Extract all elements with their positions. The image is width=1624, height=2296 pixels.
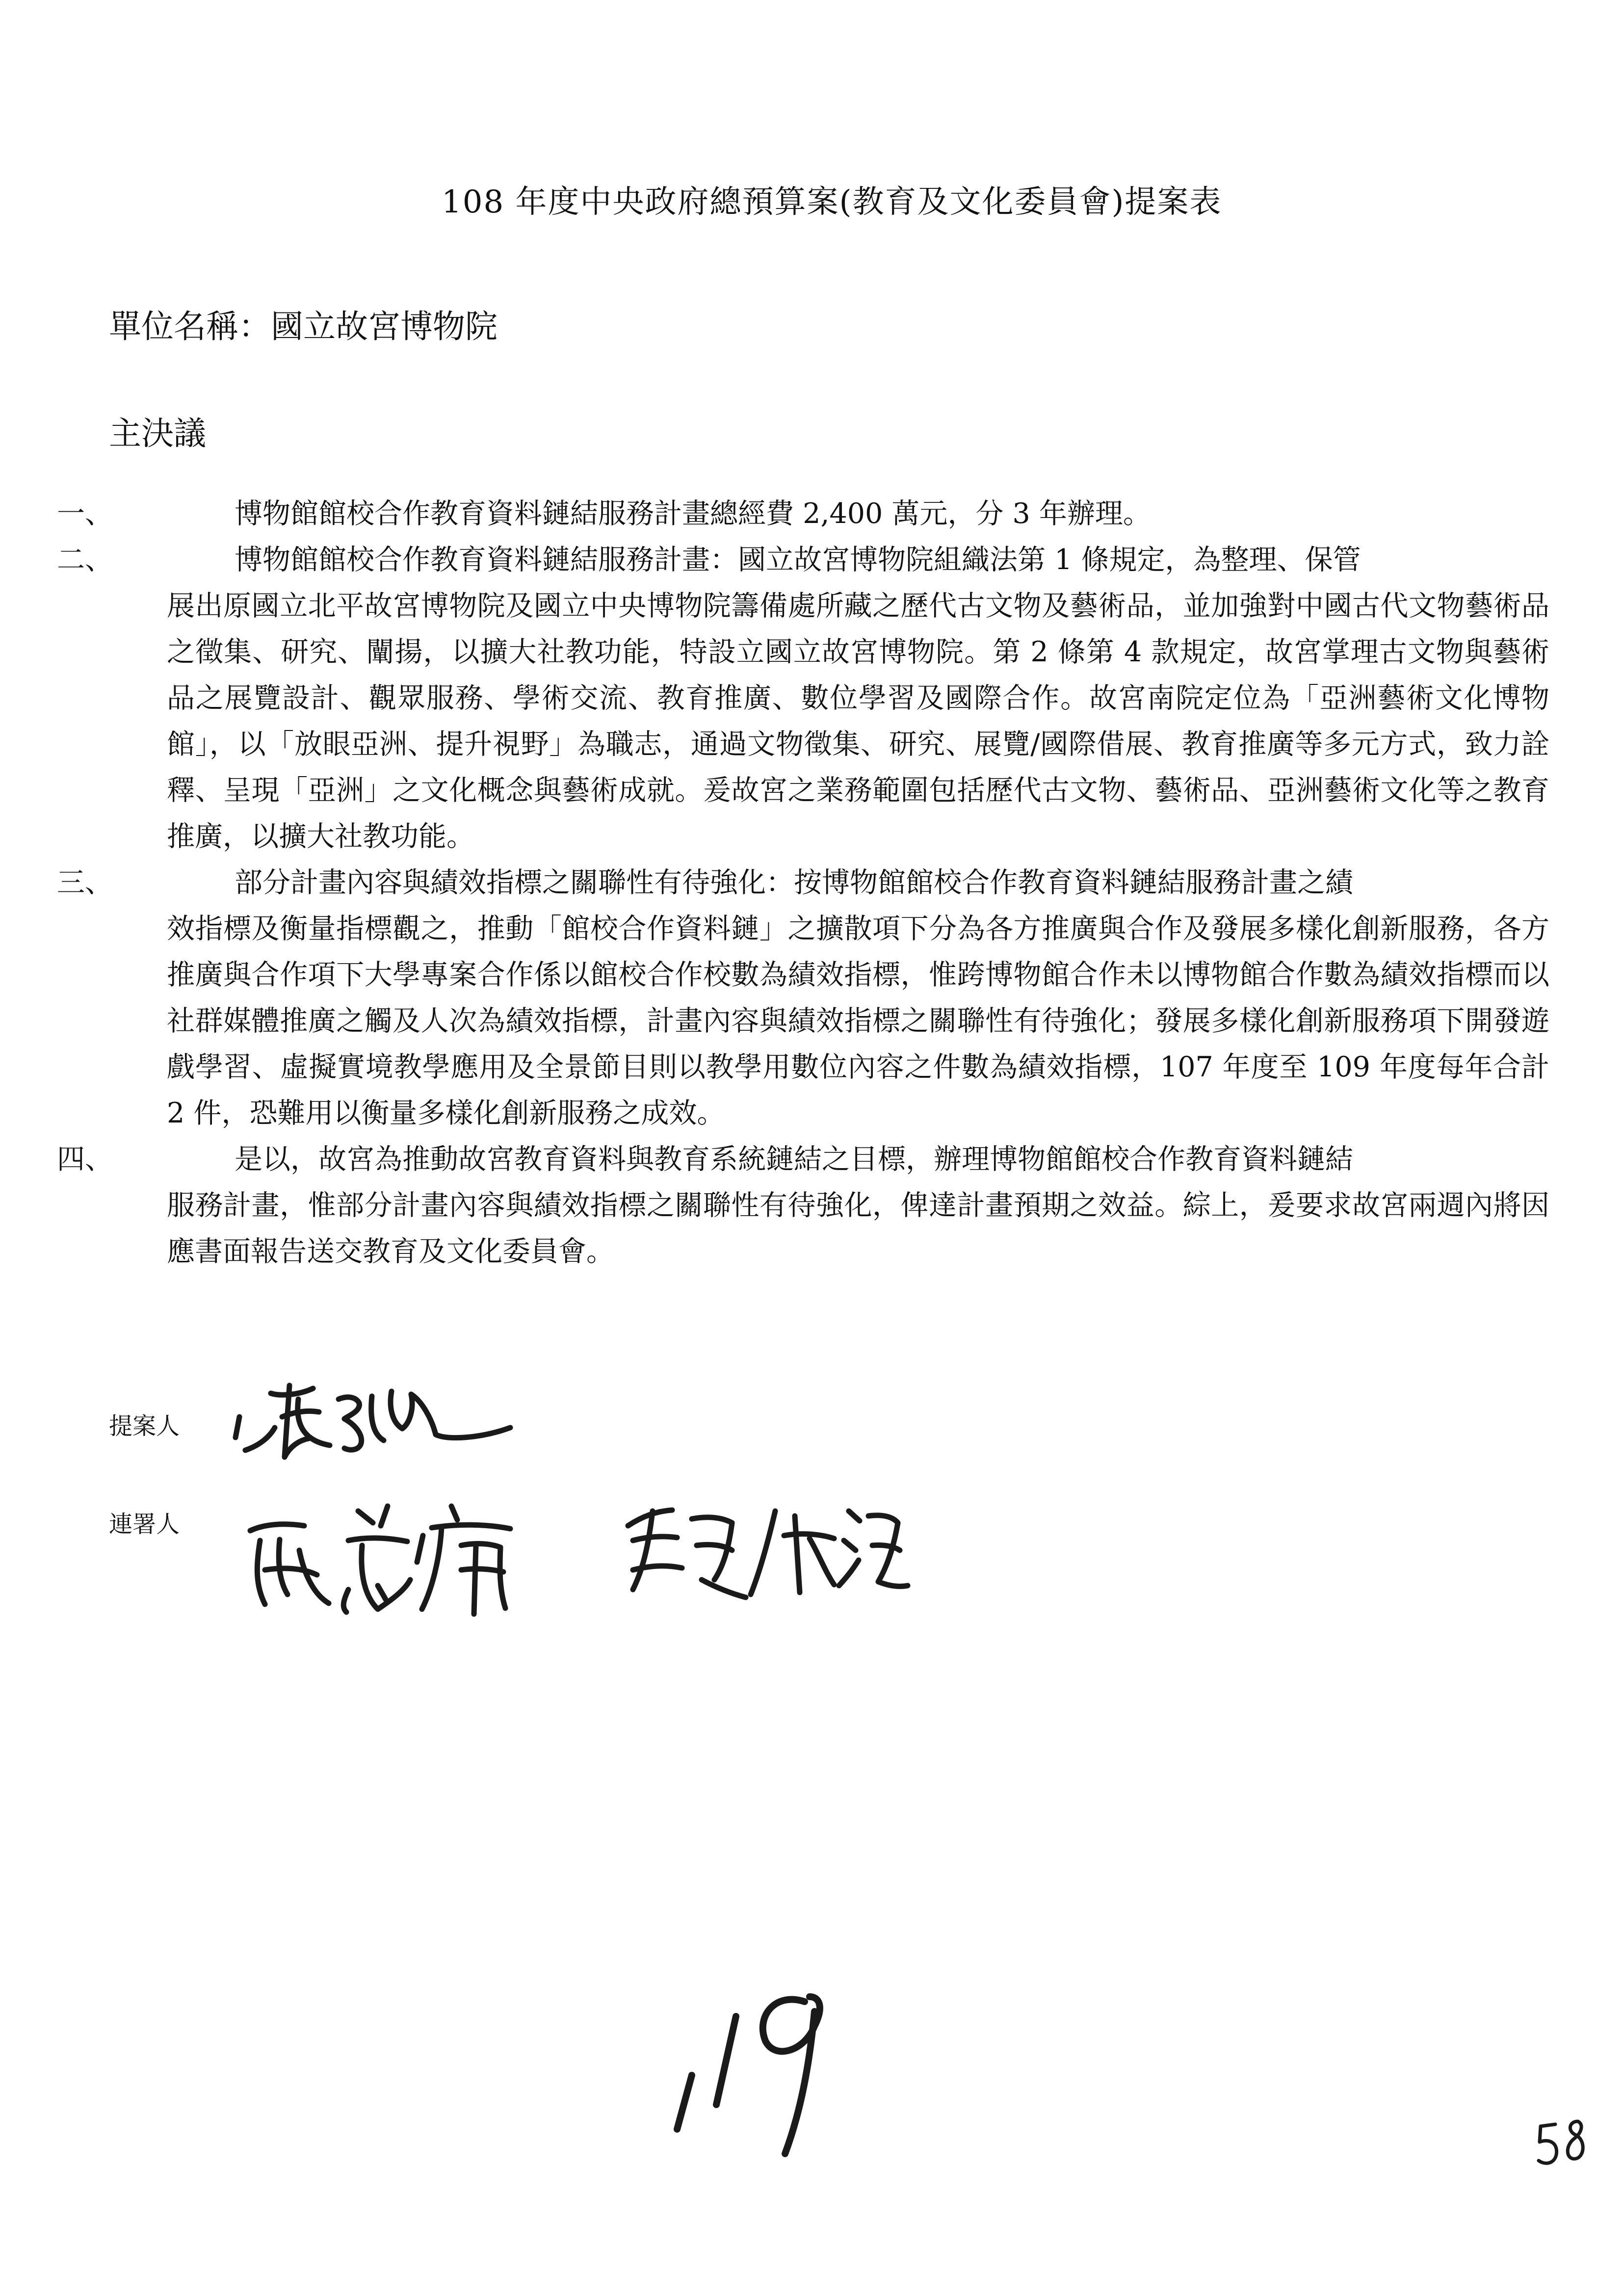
- item-first-line: 是以，故宮為推動故宮教育資料與教育系統鏈結之目標，辦理博物館館校合作教育資料鏈結: [235, 1143, 1353, 1175]
- resolution-heading: 主決議: [109, 415, 206, 452]
- unit-label: 單位名稱：: [109, 308, 271, 345]
- page-title: 108 年度中央政府總預算案(教育及文化委員會)提案表: [442, 184, 1222, 220]
- item-number: 四、: [57, 1143, 113, 1175]
- item-first-line: 部分計畫內容與績效指標之關聯性有待強化：按博物館館校合作教育資料鏈結服務計畫之績: [235, 866, 1353, 899]
- cosigner-label: 連署人: [109, 1511, 180, 1538]
- proposer-label: 提案人: [109, 1412, 180, 1440]
- cosigner-signature-1: [231, 1477, 554, 1624]
- item-first-line: 博物館館校合作教育資料鏈結服務計畫：國立故宮博物院組織法第 1 條規定，為整理、保管: [235, 544, 1361, 576]
- resolution-item-1: [57, 491, 1549, 537]
- cosigner-signature-2: [603, 1472, 917, 1609]
- item-body: 效指標及衡量指標觀之，推動「館校合作資料鏈」之擴散項下分為各方推廣與合作及發展多樣化創新服務，各方推廣與合作項下大學專案合作係以館校合作校數為績效指標，惟跨博物館合作未以博物館合作數為績效指標而以社群媒體推廣之觸及人次為績效指標，計畫內容與績效指標之關聯性有待強化；發展多樣化創新服務項下開發遊戲學習、虛擬實境教學應用及全景節目則以教學用數位內容之件數為績效指標，107 年度至 109 年度每年合計 2 件，恐難用以衡量多樣化創新服務之成效。: [167, 913, 1549, 1129]
- resolution-items: [57, 491, 1549, 1275]
- item-body: 服務計畫，惟部分計畫內容與績效指標之關聯性有待強化，俾達計畫預期之效益。綜上，爰要求故宮兩週內將因應書面報告送交教育及文化委員會。: [167, 1189, 1549, 1268]
- item-number: 二、: [57, 544, 113, 576]
- resolution-item-4: [57, 1136, 1549, 1275]
- item-body: 展出原國立北平故宮博物院及國立中央博物院籌備處所藏之歷代古文物及藝術品，並加強對中國古代文物藝術品之徵集、研究、闡揚，以擴大社教功能，特設立國立故宮博物院。第 2 條第 4 款規定，故宮掌理古文物與藝術品之展覽設計、觀眾服務、學術交流、教育推廣、數位學習及國際合作。故宮南院定位為「亞洲藝術文化博物館」，以「放眼亞洲、提升視野」為職志，通過文物徵集、研究、展覽/國際借展、教育推廣等多元方式，致力詮釋、呈現「亞洲」之文化概念與藝術成就。爰故宮之業務範圍包括歷代古文物、藝術品、亞洲藝術文化等之教育推廣，以擴大社教功能。: [167, 590, 1549, 853]
- handwritten-page-number-glyphs: [667, 1957, 893, 2164]
- handwritten-page-number: [667, 1957, 893, 2164]
- handwritten-corner-number-glyphs: [1531, 2110, 1599, 2178]
- unit-line: [109, 300, 498, 347]
- item-first-line: 博物館館校合作教育資料鏈結服務計畫總經費 2,400 萬元，分 3 年辦理。: [235, 497, 1151, 530]
- handwritten-corner-number: [1531, 2110, 1599, 2178]
- resolution-item-3: [57, 860, 1549, 1136]
- item-number: 一、: [57, 497, 113, 530]
- unit-name: 國立故宮博物院: [271, 308, 498, 345]
- resolution-item-2: [57, 537, 1549, 860]
- proposer-signature: [216, 1354, 530, 1472]
- item-number: 三、: [57, 866, 113, 899]
